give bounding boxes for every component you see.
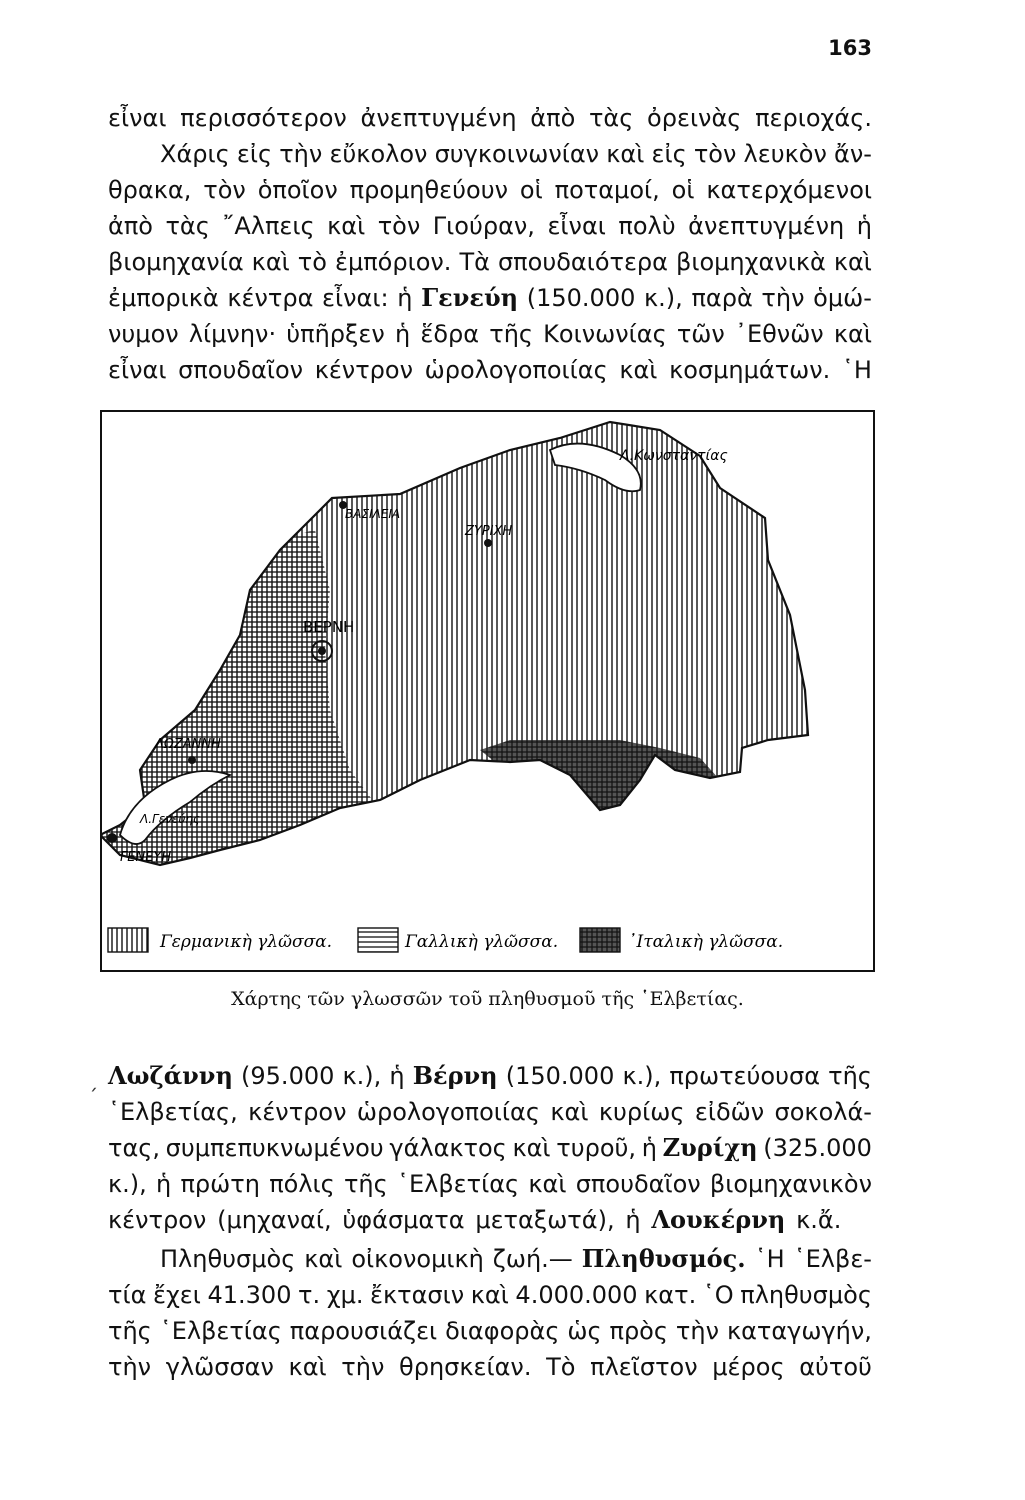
text-line [108,1241,872,1277]
word: εἰς [236,140,273,168]
geneva-label: ΓΕΝΕΥΗ [120,850,172,865]
word: ῾Η [754,1245,785,1273]
word: θρησκείαν. [399,1353,532,1381]
language-map-figure [100,410,875,972]
geneva-marker [107,833,117,843]
word: περιοχάς. [755,104,872,132]
word: κ.ἄ. [796,1206,842,1234]
word: κοσμημάτων. [669,356,831,384]
word: καὶ [470,1281,509,1309]
word: βιομηχανία [108,248,244,276]
word: Λουκέρνη [651,1205,786,1234]
word: ἀνεπτυγμένη [360,104,517,132]
stray-margin-mark: ´ [88,1085,98,1109]
word: κέντρον [108,1206,207,1234]
word: ἡ [394,320,411,348]
word: ᾿Εθνῶν [734,320,824,348]
word: τὴν [761,284,805,312]
text-line [108,1130,872,1166]
word: οἱ [671,176,695,204]
word: καὶ [512,1134,551,1162]
word: τὴν [279,140,323,168]
word: τὰς [588,104,634,132]
word: τὸ [297,248,327,276]
word: σπουδαιότερα [497,248,668,276]
bern-label: ΒΕΡΝΗ [303,618,355,636]
word: θρακα, [108,176,192,204]
word: κέντρον [314,356,413,384]
word: ποταμοί, [554,176,660,204]
language-map [100,410,875,972]
word: τὸν [377,212,421,240]
word: προμηθεύουν [349,176,509,204]
word: σοκολά- [774,1098,872,1126]
word: χμ. [326,1281,364,1309]
text-line [108,1094,872,1130]
word: πλεῖστον [590,1353,698,1381]
text-line [108,1313,872,1349]
word: ἔχει [152,1281,201,1309]
word: καὶ [251,248,290,276]
word: νυμον [108,320,179,348]
word: Γενεύη [421,283,519,312]
word: πόλις [269,1170,335,1198]
word: εἶναι [108,104,167,132]
word: τῆς [489,320,533,348]
word: παρουσιάζει [289,1317,438,1345]
word: βιομηχανικὸν [709,1170,872,1198]
word: βιομηχανικὰ [676,248,826,276]
word: ὑπῆρξεν [286,320,385,348]
last-paragraph [108,1241,872,1385]
word: ἡ [625,1206,641,1234]
word: Τὸ [546,1353,576,1381]
word: ἕδρα [420,320,480,348]
word: ζωή.— [492,1245,573,1273]
text-line [108,1277,872,1313]
word: Ζυρίχη [662,1133,758,1162]
word: συγκοινωνίαν [434,140,600,168]
word: καὶ [833,320,872,348]
word: διαφορὰς [445,1317,560,1345]
word: ἀπὸ [108,212,153,240]
word: ἀπὸ [530,104,576,132]
word: ὡρολογοποιίας [356,1098,540,1126]
word: κ.), [644,284,683,312]
text-line [108,136,872,172]
word: ὡρολογοποιίας [424,356,608,384]
lausanne-label: ΛΩΖΑΝΝΗ [155,737,221,752]
word: ῾Η [841,356,872,384]
word: καὶ [327,212,366,240]
word: οἰκονομικὴ [351,1245,484,1273]
word: πρώτη [180,1170,260,1198]
text-line [108,316,872,352]
legend-swatch-french [358,928,398,952]
word: ἡ [641,1134,657,1162]
legend-swatch-german [108,928,148,952]
text-line [108,172,872,208]
text-line [108,1349,872,1385]
basel-label: ΒΑΣΙΛΕΙΑ [345,507,401,521]
word: εἶναι [108,356,167,384]
text-line [108,244,872,280]
legend-label-french: Γαλλικὴ γλῶσσα. [405,932,559,952]
word: καὶ [619,356,658,384]
legend-swatch-italian [580,928,620,952]
word: αὐτοῦ [799,1353,872,1381]
word: ῾Ο [702,1281,734,1309]
legend-label-german: Γερμανικὴ γλῶσσα. [160,932,333,952]
word: τῆς [343,1170,388,1198]
map-legend [108,928,783,952]
top-paragraph [108,100,872,388]
word: Γιούραν, [432,212,535,240]
word: σπουδαῖον [178,356,304,384]
word: πρωτεύουσα [669,1062,821,1090]
legend-label-italian: ᾿Ιταλικὴ γλῶσσα. [628,932,784,952]
lake-geneva-label: Λ.Γενεύης [140,812,200,826]
word: τὴν [341,1353,385,1381]
word: μεταξωτά), [475,1206,615,1234]
text-line [108,100,872,136]
word: τας, [108,1134,160,1162]
word: ῾Ελβε- [793,1245,872,1273]
word: 41.300 [207,1281,292,1309]
word: καὶ [528,1170,567,1198]
word: ἀνεπτυγμένη [688,212,845,240]
word: λευκὸν [743,140,827,168]
word: παρὰ [691,284,753,312]
word: πληθυσμὸς [740,1281,872,1309]
zurich-marker [484,539,492,547]
word: καὶ [288,1353,327,1381]
word: τ. [298,1281,321,1309]
word: κατερχόμενοι [706,176,872,204]
word: ὁμώ- [813,284,872,312]
word: ἐμπορικὰ [108,284,219,312]
word: γλῶσσαν [165,1353,274,1381]
word: εἰς [651,140,687,168]
word: Πληθυσμός. [581,1244,746,1273]
word: ὀρεινὰς [647,104,742,132]
word: γάλακτος [389,1134,507,1162]
word: κυρίως [598,1098,685,1126]
text-line [108,208,872,244]
word: κατ. [644,1281,697,1309]
word: εὔκολον [329,140,428,168]
text-line [108,352,872,388]
word: ὁποῖον [257,176,338,204]
word: (325.000 [763,1134,872,1162]
word: 4.000.000 [515,1281,638,1309]
word: ὡς [567,1317,602,1345]
word: καὶ [550,1098,589,1126]
text-line [108,1166,872,1202]
word: ἄν- [834,140,872,168]
text-line [108,1202,872,1238]
map-caption: Χάρτης τῶν γλωσσῶν τοῦ πληθυσμοῦ τῆς ῾Ελβετίας. [231,988,744,1010]
text-line [108,280,872,316]
word: τυροῦ, [556,1134,637,1162]
word: ῾Ελβετίας [396,1170,520,1198]
page-number: 163 [828,36,872,60]
word: μέρος [712,1353,785,1381]
word: κέντρα [227,284,314,312]
word: τῆς [828,1062,872,1090]
word: κ.), [622,1062,662,1090]
word: (150.000 [526,284,636,312]
word: ἔκτασιν [370,1281,465,1309]
word: (95.000 [241,1062,335,1090]
word: καὶ [833,248,872,276]
word: τὴν [675,1317,719,1345]
word: ὑφάσματα [342,1206,465,1234]
word: Βέρνη [412,1061,498,1090]
word: (150.000 [505,1062,615,1090]
lausanne-marker [188,756,196,764]
word: κέντρον [248,1098,347,1126]
word: (μηχαναί, [217,1206,332,1234]
word: ἐμπόριον. [334,248,452,276]
word: ἡ [389,1062,405,1090]
word: Πληθυσμὸς [160,1245,296,1273]
word: ῾Ελβετίας, [108,1098,238,1126]
word: λίμνην· [188,320,277,348]
word: τῶν [676,320,725,348]
word: τία [108,1281,147,1309]
word: Χάρις [160,140,230,168]
word: συμπεπυκνωμένου [165,1134,384,1162]
word: τὴν [108,1353,152,1381]
word: τὸν [693,140,737,168]
word: Λωζάννη [108,1061,233,1090]
bottom-paragraph [108,1058,872,1238]
word: Τὰ [459,248,490,276]
word: πρὸς [609,1317,668,1345]
word: τὰς [165,212,210,240]
word: εἶναι: [322,284,389,312]
word: σπουδαῖον [575,1170,701,1198]
zurich-label: ΖΥΡΙΧΗ [465,524,513,539]
word: οἱ [519,176,543,204]
word: περισσότερον [180,104,347,132]
word: κ.), [108,1170,147,1198]
word: πολὺ [618,212,676,240]
word: ῎Αλπεις [222,212,315,240]
word: ἡ [156,1170,172,1198]
word: Κοινωνίας [543,320,667,348]
word: τῆς [108,1317,152,1345]
word: ἡ [397,284,413,312]
word: καὶ [606,140,645,168]
word: τὸν [203,176,246,204]
word: εἰδῶν [694,1098,765,1126]
word: καὶ [304,1245,343,1273]
word: ἡ [856,212,872,240]
text-line [108,1058,872,1094]
word: ῾Ελβετίας [159,1317,282,1345]
word: εἶναι [547,212,606,240]
word: καταγωγήν, [726,1317,872,1345]
lake-constance-label: Λ.Κωνσταντίας [620,448,728,464]
word: κ.), [342,1062,382,1090]
